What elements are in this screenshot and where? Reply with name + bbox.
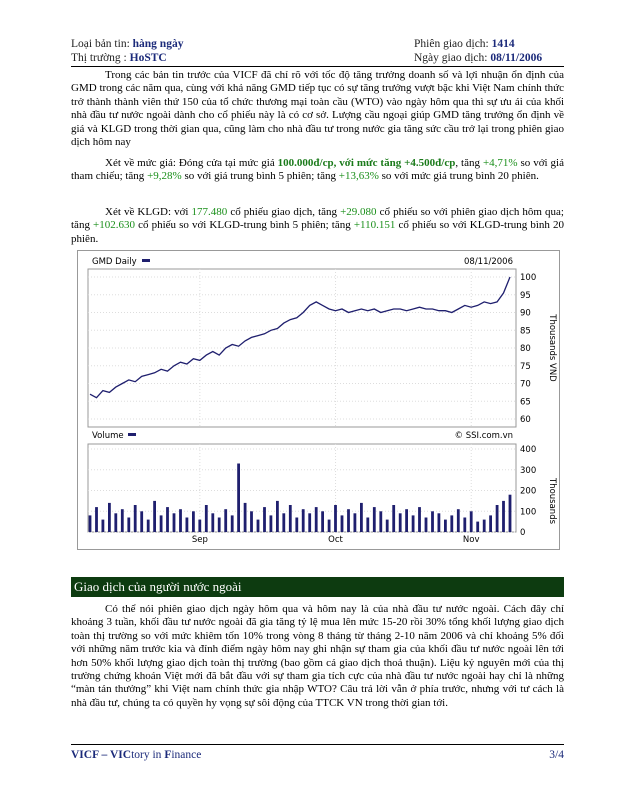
- volume-bar: [186, 518, 189, 533]
- x-axis-labels: [192, 535, 480, 545]
- volume-bar: [198, 520, 201, 532]
- volume-bar: [237, 464, 240, 533]
- close-price: 100.000đ/cp, với mức tăng +4.500đ/cp: [277, 157, 456, 169]
- volume-bar: [489, 515, 492, 532]
- volume-bar: [341, 515, 344, 532]
- volume-bar: [392, 505, 395, 532]
- volume-bar: [295, 518, 298, 533]
- volume-ticks: [520, 445, 536, 538]
- price-tick-label: 95: [520, 290, 531, 301]
- volume-bar: [257, 520, 260, 532]
- volume-vs-20: +110.151: [353, 219, 396, 232]
- legend-line-icon: [142, 259, 150, 262]
- pct-vs-5: +9,28%: [147, 170, 182, 183]
- volume-bar: [431, 511, 434, 532]
- volume-bar: [379, 511, 382, 532]
- chart-date: 08/11/2006: [464, 257, 513, 267]
- pct-vs-ref: +4,71%: [482, 157, 518, 169]
- volume-bar: [89, 515, 92, 532]
- volume-bar: [470, 511, 473, 532]
- volume-bar: [502, 501, 505, 532]
- volume-vs-5: +102.630: [93, 219, 135, 232]
- volume-bar: [315, 507, 318, 532]
- volume-bar: [412, 515, 415, 532]
- volume-bar: [192, 511, 195, 532]
- volume-bar: [153, 501, 156, 532]
- volume-bar: [127, 518, 130, 533]
- volume-bar: [250, 511, 253, 532]
- volume-tick-label: 0: [520, 528, 526, 538]
- volume-bar: [334, 505, 337, 532]
- report-type: Loại bản tin: hàng ngày: [71, 38, 184, 50]
- volume-bar: [483, 520, 486, 532]
- x-tick-label: Oct: [328, 535, 343, 545]
- volume-tick-label: 400: [520, 445, 537, 455]
- volume-title: Volume: [92, 431, 124, 441]
- x-tick-label: Sep: [191, 535, 208, 545]
- volume-bar: [360, 503, 363, 532]
- volume-bar: [121, 509, 124, 532]
- volume-bar: [244, 503, 247, 532]
- volume-bar: [160, 515, 163, 532]
- volume-bar: [457, 509, 460, 532]
- volume-bar: [444, 520, 447, 532]
- volume-bar: [347, 509, 350, 532]
- price-tick-label: 90: [520, 308, 531, 319]
- price-tick-label: 65: [520, 397, 531, 408]
- volume-bar: [218, 518, 221, 533]
- price-series-line: [90, 277, 510, 398]
- price-tick-label: 75: [520, 361, 531, 372]
- header-rule: [71, 66, 564, 67]
- volume-bar: [276, 501, 279, 532]
- volume-bar: [282, 513, 285, 532]
- volume-bar: [302, 509, 305, 532]
- session-number: Phiên giao dịch: 1414: [414, 38, 515, 50]
- volume-bar: [114, 513, 117, 532]
- price-tick-label: 60: [520, 415, 531, 425]
- trading-date: Ngày giao dịch: 08/11/2006: [414, 52, 543, 64]
- volume-paragraph: Xét về KLGD: với 177.480 cổ phiếu giao dịch, tăng +29.080 cổ phiếu so với phiên giao dịch hôm qua; tăng +102.630 cổ phiếu so với KLGD-trung bình 5 phiên; tăng +110.151 cổ phiếu so với KLGD-trung bình 20 phiên.: [71, 206, 564, 245]
- volume-bar: [134, 505, 137, 532]
- watermark: © SSI.com.vn: [454, 431, 513, 441]
- volume-axis-label: Thousands: [547, 477, 557, 525]
- volume-bar: [399, 513, 402, 532]
- volume-bar: [231, 515, 234, 532]
- price-paragraph: Xét về mức giá: Đóng cửa tại mức giá 100.000đ/cp, với mức tăng +4.500đ/cp, tăng +4,71% so với giá tham chiếu; tăng +9,28% so với giá trung bình 5 phiên; tăng +13,63% so với mức giá trung bình 20 phiên.: [71, 157, 564, 183]
- volume-bar: [102, 520, 105, 532]
- volume-legend-icon: [128, 433, 136, 436]
- volume-bar: [476, 522, 479, 532]
- chart-svg: [78, 251, 559, 549]
- chart-title: GMD Daily: [92, 257, 137, 267]
- volume-bar: [263, 507, 266, 532]
- footer: [71, 749, 564, 761]
- price-ticks: [520, 273, 536, 425]
- x-tick-label: Nov: [462, 535, 480, 545]
- volume-bar: [270, 515, 273, 532]
- volume-bar: [147, 520, 150, 532]
- market: Thị trường : HoSTC: [71, 52, 167, 64]
- page-number: 3/4: [549, 749, 564, 761]
- volume-bar: [450, 515, 453, 532]
- price-tick-label: 70: [520, 379, 531, 390]
- section-heading: Giao dịch của người nước ngoài: [71, 577, 564, 597]
- price-axis-label: Thousands VND: [547, 314, 557, 382]
- price-tick-label: 80: [520, 344, 531, 354]
- volume-bar: [166, 507, 169, 532]
- pct-vs-20: +13,63%: [338, 170, 379, 183]
- gmd-chart: [77, 250, 560, 550]
- volume-value: 177.480: [191, 206, 228, 218]
- price-tick-label: 100: [520, 273, 537, 283]
- volume-bar: [205, 505, 208, 532]
- volume-bar: [108, 503, 111, 532]
- volume-bar: [321, 511, 324, 532]
- volume-bar: [179, 509, 182, 532]
- foreign-paragraph: Có thể nói phiên giao dịch ngày hôm qua và hôm nay là của nhà đầu tư nước ngoài. Cách đây chỉ khoảng 3 tuần, khối đầu tư nước ngoài đã gia tăng tỷ lệ mua lên mức 15-20 rồi 30% tổng khối lượng giao dịch toàn thị trường so với mức khiêm tốn 10% trong vòng 8 tháng từ tháng 2-10 năm 2006 và chỉ khoảng 5% đối với những năm trước kia và đỉnh điểm ngày hôm nay ghi nhận sự tham gia của khối đầu tư nước ngoài lên tới hơn 50% khối lượng giao dịch toàn thị trường (bao gồm cả giao dịch thoả thuận). Liệu kỷ nguyên mới của thị trường chứng khoán Việt mới đã bắt đầu với sự tham gia tích cực của nhà đầu tư nước ngoài hay chỉ là những “màn tán thưởng” khi Việt nam chính thức gia nhập WTO? Câu trả lời vẫn ở phía trước, nhưng với tư cách là nhà đầu tư, chúng ta có quyền hy vọng sự sôi động của TTCK VN trong thời gian tới.: [71, 603, 564, 709]
- footer-brand: VICF – VICtory in Finance: [71, 749, 202, 761]
- volume-bar: [405, 509, 408, 532]
- volume-bar: [509, 495, 512, 532]
- price-tick-label: 85: [520, 326, 531, 337]
- volume-tick-label: 200: [520, 486, 537, 497]
- volume-bar: [366, 518, 369, 533]
- volume-bar: [354, 513, 357, 532]
- volume-bar: [425, 518, 428, 533]
- footer-rule: [71, 744, 564, 745]
- volume-bar: [224, 509, 227, 532]
- volume-change: +29.080: [340, 206, 377, 218]
- volume-tick-label: 100: [520, 507, 537, 518]
- volume-bar: [438, 513, 441, 532]
- report-header: [71, 37, 564, 65]
- volume-bar: [308, 513, 311, 532]
- volume-bar: [373, 507, 376, 532]
- volume-bar: [496, 505, 499, 532]
- volume-bar: [95, 507, 98, 532]
- volume-bar: [289, 505, 292, 532]
- volume-bar: [463, 518, 466, 533]
- volume-bars: [89, 464, 512, 533]
- intro-paragraph: Trong các bản tin trước của VICF đã chỉ rõ với tốc độ tăng trưởng doanh số và lợi nhuận ổn định của GMD trong các năm qua, cùng với khả năng GMD tiếp tục có sự tăng trưởng vượt bậc khi Việt Nam chính thức trở thành thành viên thứ 150 của tổ chức thương mại toàn cầu (WTO) vào ngày hôm qua thì sự ưu ái của khối nhà đầu tư nước ngoài dành cho cổ phiếu này là có cơ sở. Lượng cầu ngoại giúp GMD tăng trưởng ổn định về giá và KLGD trong thời gian qua, cũng làm cho nhà đầu tư trong nước gia tăng sức cầu trở lại trong phiên giao dịch hôm nay: [71, 69, 564, 149]
- volume-bar: [173, 513, 176, 532]
- volume-tick-label: 300: [520, 465, 537, 476]
- volume-bar: [328, 520, 331, 532]
- volume-bar: [386, 520, 389, 532]
- volume-bar: [140, 511, 143, 532]
- volume-bar: [418, 507, 421, 532]
- volume-bar: [211, 513, 214, 532]
- price-grid: [88, 269, 516, 427]
